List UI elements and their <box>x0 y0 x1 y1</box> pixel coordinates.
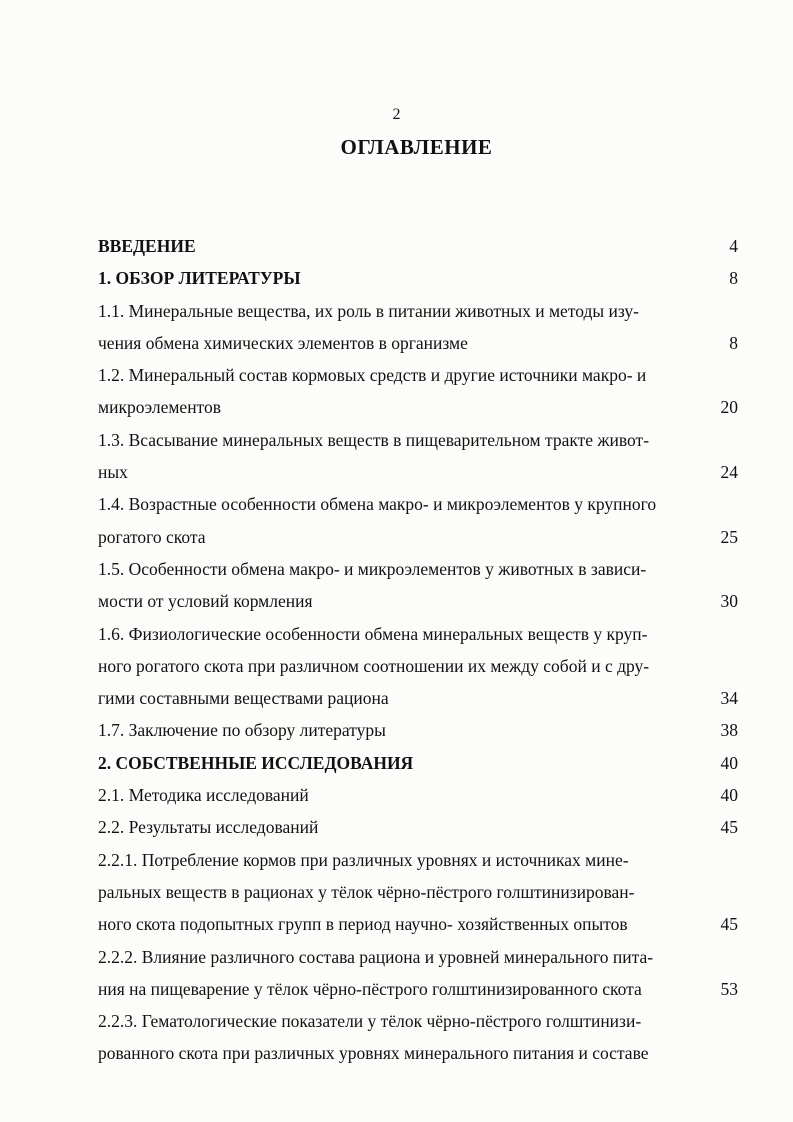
toc-entry-page: 25 <box>720 526 738 547</box>
page-title: ОГЛАВЛЕНИЕ <box>340 135 493 159</box>
toc-entry <box>98 456 738 488</box>
toc-entry-text: 1.2. Минеральный состав кормовых средств и другие источники макро- и <box>98 365 647 386</box>
toc-entry-text: ния на пищеварение у тёлок чёрно-пёстрого голштинизированного скота <box>98 978 642 999</box>
toc-entry <box>98 714 738 746</box>
toc-entry-text: 2.1. Методика исследований <box>98 785 309 806</box>
toc-entry-page: 45 <box>720 914 738 935</box>
toc-entry-page: 38 <box>720 720 738 741</box>
toc-entry-text: мости от условий кормления <box>98 591 313 612</box>
toc-entry <box>98 779 738 811</box>
toc-entry-page: 53 <box>720 978 738 999</box>
toc-entry-text: 1.3. Всасывание минеральных веществ в пищеварительном тракте живот- <box>98 429 650 450</box>
toc-entry <box>98 327 738 359</box>
toc-entry <box>98 230 738 262</box>
toc-entry-text: микроэлементов <box>98 397 221 418</box>
toc-entry-page: 8 <box>729 332 738 353</box>
toc-entry-text: ральных веществ в рационах у тёлок чёрно-пёстрого голштинизирован- <box>98 881 635 902</box>
toc-entry-page: 24 <box>720 462 738 483</box>
toc-entry-text: рогатого скота <box>98 526 206 547</box>
toc-entry <box>98 1037 738 1069</box>
toc-entry-text: гими составными веществами рациона <box>98 688 389 709</box>
toc-entry-page: 4 <box>729 236 738 256</box>
toc-entry <box>98 618 738 650</box>
toc-entry <box>98 747 738 779</box>
toc-entry <box>98 973 738 1005</box>
toc-entry-page: 40 <box>720 785 738 806</box>
toc-entry <box>98 424 738 456</box>
toc-entry-page: 40 <box>720 752 738 773</box>
toc-entry-text: ных <box>98 462 128 483</box>
toc-entry-page: 20 <box>720 397 738 418</box>
toc-entry-text: 1.5. Особенности обмена макро- и микроэлементов у животных в зависи- <box>98 558 647 579</box>
toc-entry <box>98 262 738 294</box>
toc-entry-text: 2. СОБСТВЕННЫЕ ИССЛЕДОВАНИЯ <box>98 752 414 773</box>
toc-entry-text: ного рогатого скота при различном соотношении их между собой и с дру- <box>98 655 650 676</box>
toc-entry-text: 2.2.2. Влияние различного состава рациона и уровней минерального пита- <box>98 946 654 967</box>
toc-entry-text: 1.4. Возрастные особенности обмена макро- и микроэлементов у крупного <box>98 494 657 515</box>
toc-entry-text: ного скота подопытных групп в период научно- хозяйственных опытов <box>98 914 628 935</box>
toc-entry <box>98 876 738 908</box>
toc-entry-text: 1. ОБЗОР ЛИТЕРАТУРЫ <box>98 268 301 289</box>
toc-entry-page: 45 <box>720 817 738 838</box>
toc-entry <box>98 488 738 520</box>
toc-entry-text: 1.7. Заключение по обзору литературы <box>98 720 386 741</box>
toc-entry <box>98 908 738 940</box>
toc-entry <box>98 553 738 585</box>
toc-entry <box>98 295 738 327</box>
toc-entry-text: 2.2. Результаты исследований <box>98 817 319 838</box>
toc-entry-text: 1.1. Минеральные вещества, их роль в питании животных и методы изу- <box>98 300 640 321</box>
toc-entry <box>98 811 738 843</box>
page-number: 2 <box>392 106 401 123</box>
toc-entry-text: рованного скота при различных уровнях минерального питания и составе <box>98 1043 649 1064</box>
toc-entry <box>98 391 738 423</box>
toc-entry <box>98 844 738 876</box>
toc-entry <box>98 521 738 553</box>
table-of-contents <box>98 230 738 1070</box>
toc-entry <box>98 585 738 617</box>
toc-entry <box>98 941 738 973</box>
toc-entry-text: 2.2.1. Потребление кормов при различных уровнях и источниках мине- <box>98 849 629 870</box>
toc-entry-page: 34 <box>720 688 738 709</box>
toc-entry-text: 2.2.3. Гематологические показатели у тёлок чёрно-пёстрого голштинизи- <box>98 1011 642 1032</box>
toc-entry-text: ВВЕДЕНИЕ <box>98 236 196 256</box>
toc-entry-page: 30 <box>720 591 738 612</box>
toc-entry <box>98 1005 738 1037</box>
toc-entry <box>98 359 738 391</box>
toc-entry-page: 8 <box>729 268 738 289</box>
toc-entry-text: 1.6. Физиологические особенности обмена минеральных веществ у круп- <box>98 623 648 644</box>
toc-entry <box>98 682 738 714</box>
toc-entry <box>98 650 738 682</box>
toc-entry-text: чения обмена химических элементов в организме <box>98 332 468 353</box>
